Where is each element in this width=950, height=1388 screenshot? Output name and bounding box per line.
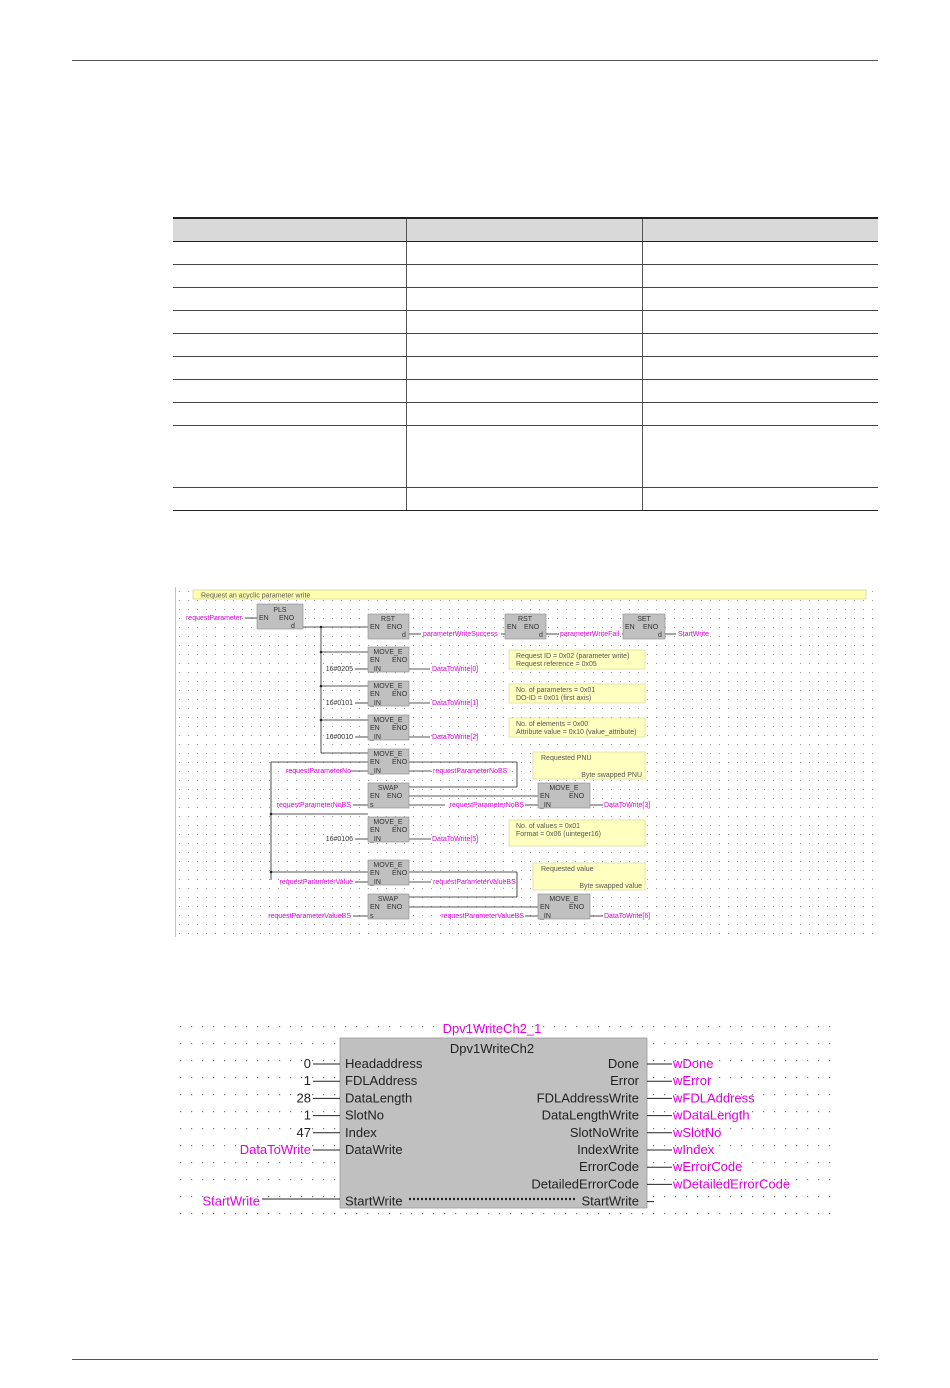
dtw1-label: DataToWrite[1] xyxy=(432,700,479,707)
set-d: d xyxy=(658,632,662,639)
const-0205: 16#0205 xyxy=(325,666,353,673)
req-param-value-bs-input: requestParameterValueBS xyxy=(268,913,351,920)
fb-input-value: DataToWrite xyxy=(239,1142,311,1157)
fb-output-var: wIndex xyxy=(673,1142,715,1157)
note-1-line-1: Request ID = 0x02 (parameter write) xyxy=(516,653,630,660)
swap2-eno: ENO xyxy=(387,904,403,911)
table-row xyxy=(173,334,878,357)
move8-in: _IN xyxy=(540,913,551,920)
fb-output-port: ErrorCode xyxy=(579,1159,639,1175)
fb-input-port: SlotNo xyxy=(345,1107,385,1123)
fb-input-value: StartWrite xyxy=(202,1193,260,1209)
fb-output-var: wFDLAddress xyxy=(673,1090,755,1106)
move3-eno: ENO xyxy=(392,725,408,732)
note-5-line-2: Format = 0x06 (uinteger16) xyxy=(516,831,602,838)
move5-en: EN xyxy=(540,793,550,800)
set-en: EN xyxy=(625,624,635,631)
pls-eno: ENO xyxy=(279,615,295,622)
move4-title: MOVE_E xyxy=(373,751,403,758)
note-2-line-2: DO-ID = 0x01 (first axis) xyxy=(516,695,592,702)
table-row xyxy=(173,265,878,288)
move7-in: _IN xyxy=(370,879,381,886)
fb-output-port: FDLAddressWrite xyxy=(536,1090,639,1106)
rst2-en: EN xyxy=(507,624,517,631)
set-eno: ENO xyxy=(643,624,659,631)
move1-title: MOVE_E xyxy=(373,649,403,656)
rst1-title: RST xyxy=(381,616,395,623)
start-write-label: StartWrite xyxy=(678,631,709,638)
write-fail-label: parameterWriteFail xyxy=(560,631,620,638)
fb-input-port: Index xyxy=(345,1124,377,1140)
table-row xyxy=(173,426,878,488)
move4-eno: ENO xyxy=(392,759,408,766)
move1-en: EN xyxy=(370,657,380,664)
note-3-line-1: No. of elements = 0x00 xyxy=(516,721,589,728)
note-6-line-2: Byte swapped value xyxy=(579,883,642,890)
move8-eno: ENO xyxy=(569,904,585,911)
req-param-no-bs-out: requestParameterNoBS xyxy=(433,768,508,775)
fb-output-var: wDone xyxy=(673,1056,714,1071)
fb-output-var: wError xyxy=(673,1073,712,1089)
note-4-line-2: Byte swapped PNU xyxy=(581,772,642,779)
move3-in: _IN xyxy=(370,734,381,741)
rst2-d: d xyxy=(539,632,543,639)
move8-en: EN xyxy=(540,904,550,911)
fb-input-value: 1 xyxy=(303,1107,311,1123)
move-block-7 xyxy=(368,860,409,886)
move4-in: _IN xyxy=(370,768,381,775)
move6-in: _IN xyxy=(370,836,381,843)
table-row xyxy=(173,488,878,511)
note-4-line-1: Requested PNU xyxy=(541,755,592,762)
move-block-8 xyxy=(538,894,590,920)
move3-title: MOVE_E xyxy=(373,717,403,724)
ladder-comment: Request an acyclic parameter write xyxy=(201,592,311,600)
move-block-6 xyxy=(368,817,409,843)
const-0101: 16#0101 xyxy=(325,700,353,707)
note-2-line-1: No. of parameters = 0x01 xyxy=(516,687,596,694)
move4-en: EN xyxy=(370,759,380,766)
req-param-value-bs-out: requestParameterValueBS xyxy=(433,879,516,886)
move7-eno: ENO xyxy=(392,870,408,877)
set-title: SET xyxy=(637,616,651,623)
fb-output-var: wDetailedErrorCode xyxy=(673,1176,791,1192)
table-row xyxy=(173,242,878,265)
note-3-line-2: Attribute value = 0x10 (value_attribute) xyxy=(516,729,637,736)
dtw2-label: DataToWrite[2] xyxy=(432,734,479,741)
move8-title: MOVE_E xyxy=(549,896,579,903)
table-row xyxy=(173,288,878,311)
fb-input-value: 28 xyxy=(296,1090,311,1106)
dtw0-label: DataToWrite[0] xyxy=(432,666,479,673)
rst2-title: RST xyxy=(518,616,532,623)
swap1-eno: ENO xyxy=(387,793,403,800)
move-block-1 xyxy=(368,647,409,673)
header-rule xyxy=(72,60,878,61)
move2-title: MOVE_E xyxy=(373,683,403,690)
request-parameter-input: requestParameter xyxy=(185,615,242,622)
fb-input-value: 47 xyxy=(296,1124,311,1140)
fb-output-port: Done xyxy=(607,1056,639,1071)
note-5-line-1: No. of values = 0x01 xyxy=(516,823,581,830)
write-success-label: parameterWriteSuccess xyxy=(423,631,498,638)
move5-title: MOVE_E xyxy=(549,785,579,792)
fb-output-port: DataLengthWrite xyxy=(541,1107,639,1123)
fb-input-value: 0 xyxy=(303,1056,311,1071)
move7-en: EN xyxy=(370,870,380,877)
move2-in: _IN xyxy=(370,700,381,707)
pls-en: EN xyxy=(259,615,269,622)
dtw3-label: DataToWrite[3] xyxy=(604,802,651,809)
move6-en: EN xyxy=(370,827,380,834)
move-block-5 xyxy=(538,783,590,809)
move5-eno: ENO xyxy=(569,793,585,800)
fb-output-port: SlotNoWrite xyxy=(569,1124,639,1140)
fb-input-port: Headaddress xyxy=(345,1056,423,1071)
parameter-table xyxy=(173,217,878,511)
const-0106: 16#0106 xyxy=(325,836,353,843)
ladder-diagram xyxy=(175,587,880,937)
swap2-s: s xyxy=(370,913,374,920)
move1-eno: ENO xyxy=(392,657,408,664)
dtw5-label: DataToWrite[5] xyxy=(432,836,479,843)
move3-en: EN xyxy=(370,725,380,732)
req-param-no-bs-input: requestParameterNoBS xyxy=(276,802,351,809)
footer-rule xyxy=(72,1359,878,1360)
pls-d: d xyxy=(291,623,295,630)
swap-block-1 xyxy=(368,783,409,809)
rst1-eno: ENO xyxy=(387,624,403,631)
move2-en: EN xyxy=(370,691,380,698)
fb-output-port: IndexWrite xyxy=(577,1142,639,1157)
table-row xyxy=(173,403,878,426)
fb-output-port: StartWrite xyxy=(581,1193,639,1209)
table-row xyxy=(173,311,878,334)
req-param-value-input: requestParameterValue xyxy=(279,879,353,886)
swap2-out: requestParameterValueBS xyxy=(441,913,524,920)
move7-title: MOVE_E xyxy=(373,862,403,869)
fb-output-var: wErrorCode xyxy=(673,1159,743,1175)
swap1-title: SWAP xyxy=(377,785,399,792)
move-block-3 xyxy=(368,715,409,741)
swap1-s: s xyxy=(370,802,374,809)
move5-in: _IN xyxy=(540,802,551,809)
move6-title: MOVE_E xyxy=(373,819,403,826)
move2-eno: ENO xyxy=(392,691,408,698)
swap-block-2 xyxy=(368,894,409,920)
table-header-row xyxy=(173,218,878,242)
move1-in: _IN xyxy=(370,666,381,673)
rst1-d: d xyxy=(402,632,406,639)
fb-output-var: wDataLength xyxy=(673,1107,750,1123)
function-block-diagram xyxy=(172,1015,837,1225)
swap2-en: EN xyxy=(370,904,380,911)
const-0010: 16#0010 xyxy=(325,734,353,741)
swap1-out: requestParameterNoBS xyxy=(449,802,524,809)
fb-instance-name: Dpv1WriteCh2_1 xyxy=(442,1021,542,1036)
fb-input-port: FDLAddress xyxy=(345,1073,418,1089)
rst2-eno: ENO xyxy=(524,624,540,631)
table-row xyxy=(173,357,878,380)
req-param-no-input: requestParameterNo xyxy=(286,768,351,775)
fb-output-var: wSlotNo xyxy=(673,1124,722,1140)
fb-output-port: Error xyxy=(610,1073,639,1089)
note-6-line-1: Requested value xyxy=(541,866,594,873)
note-1-line-2: Request reference = 0x05 xyxy=(516,661,597,668)
move-block-4 xyxy=(368,749,409,775)
pls-title: PLS xyxy=(273,607,287,614)
table-row xyxy=(173,380,878,403)
fb-input-value: 1 xyxy=(303,1073,311,1089)
fb-input-port: DataWrite xyxy=(345,1142,403,1157)
fb-type: Dpv1WriteCh2 xyxy=(449,1041,535,1056)
move-block-2 xyxy=(368,681,409,707)
fb-input-port: DataLength xyxy=(345,1090,413,1106)
swap2-title: SWAP xyxy=(377,896,399,903)
fb-output-port: DetailedErrorCode xyxy=(531,1176,639,1192)
swap1-en: EN xyxy=(370,793,380,800)
dtw6-label: DataToWrite[6] xyxy=(604,913,651,920)
rst1-en: EN xyxy=(370,624,380,631)
fb-input-port: StartWrite xyxy=(345,1193,403,1209)
move6-eno: ENO xyxy=(392,827,408,834)
